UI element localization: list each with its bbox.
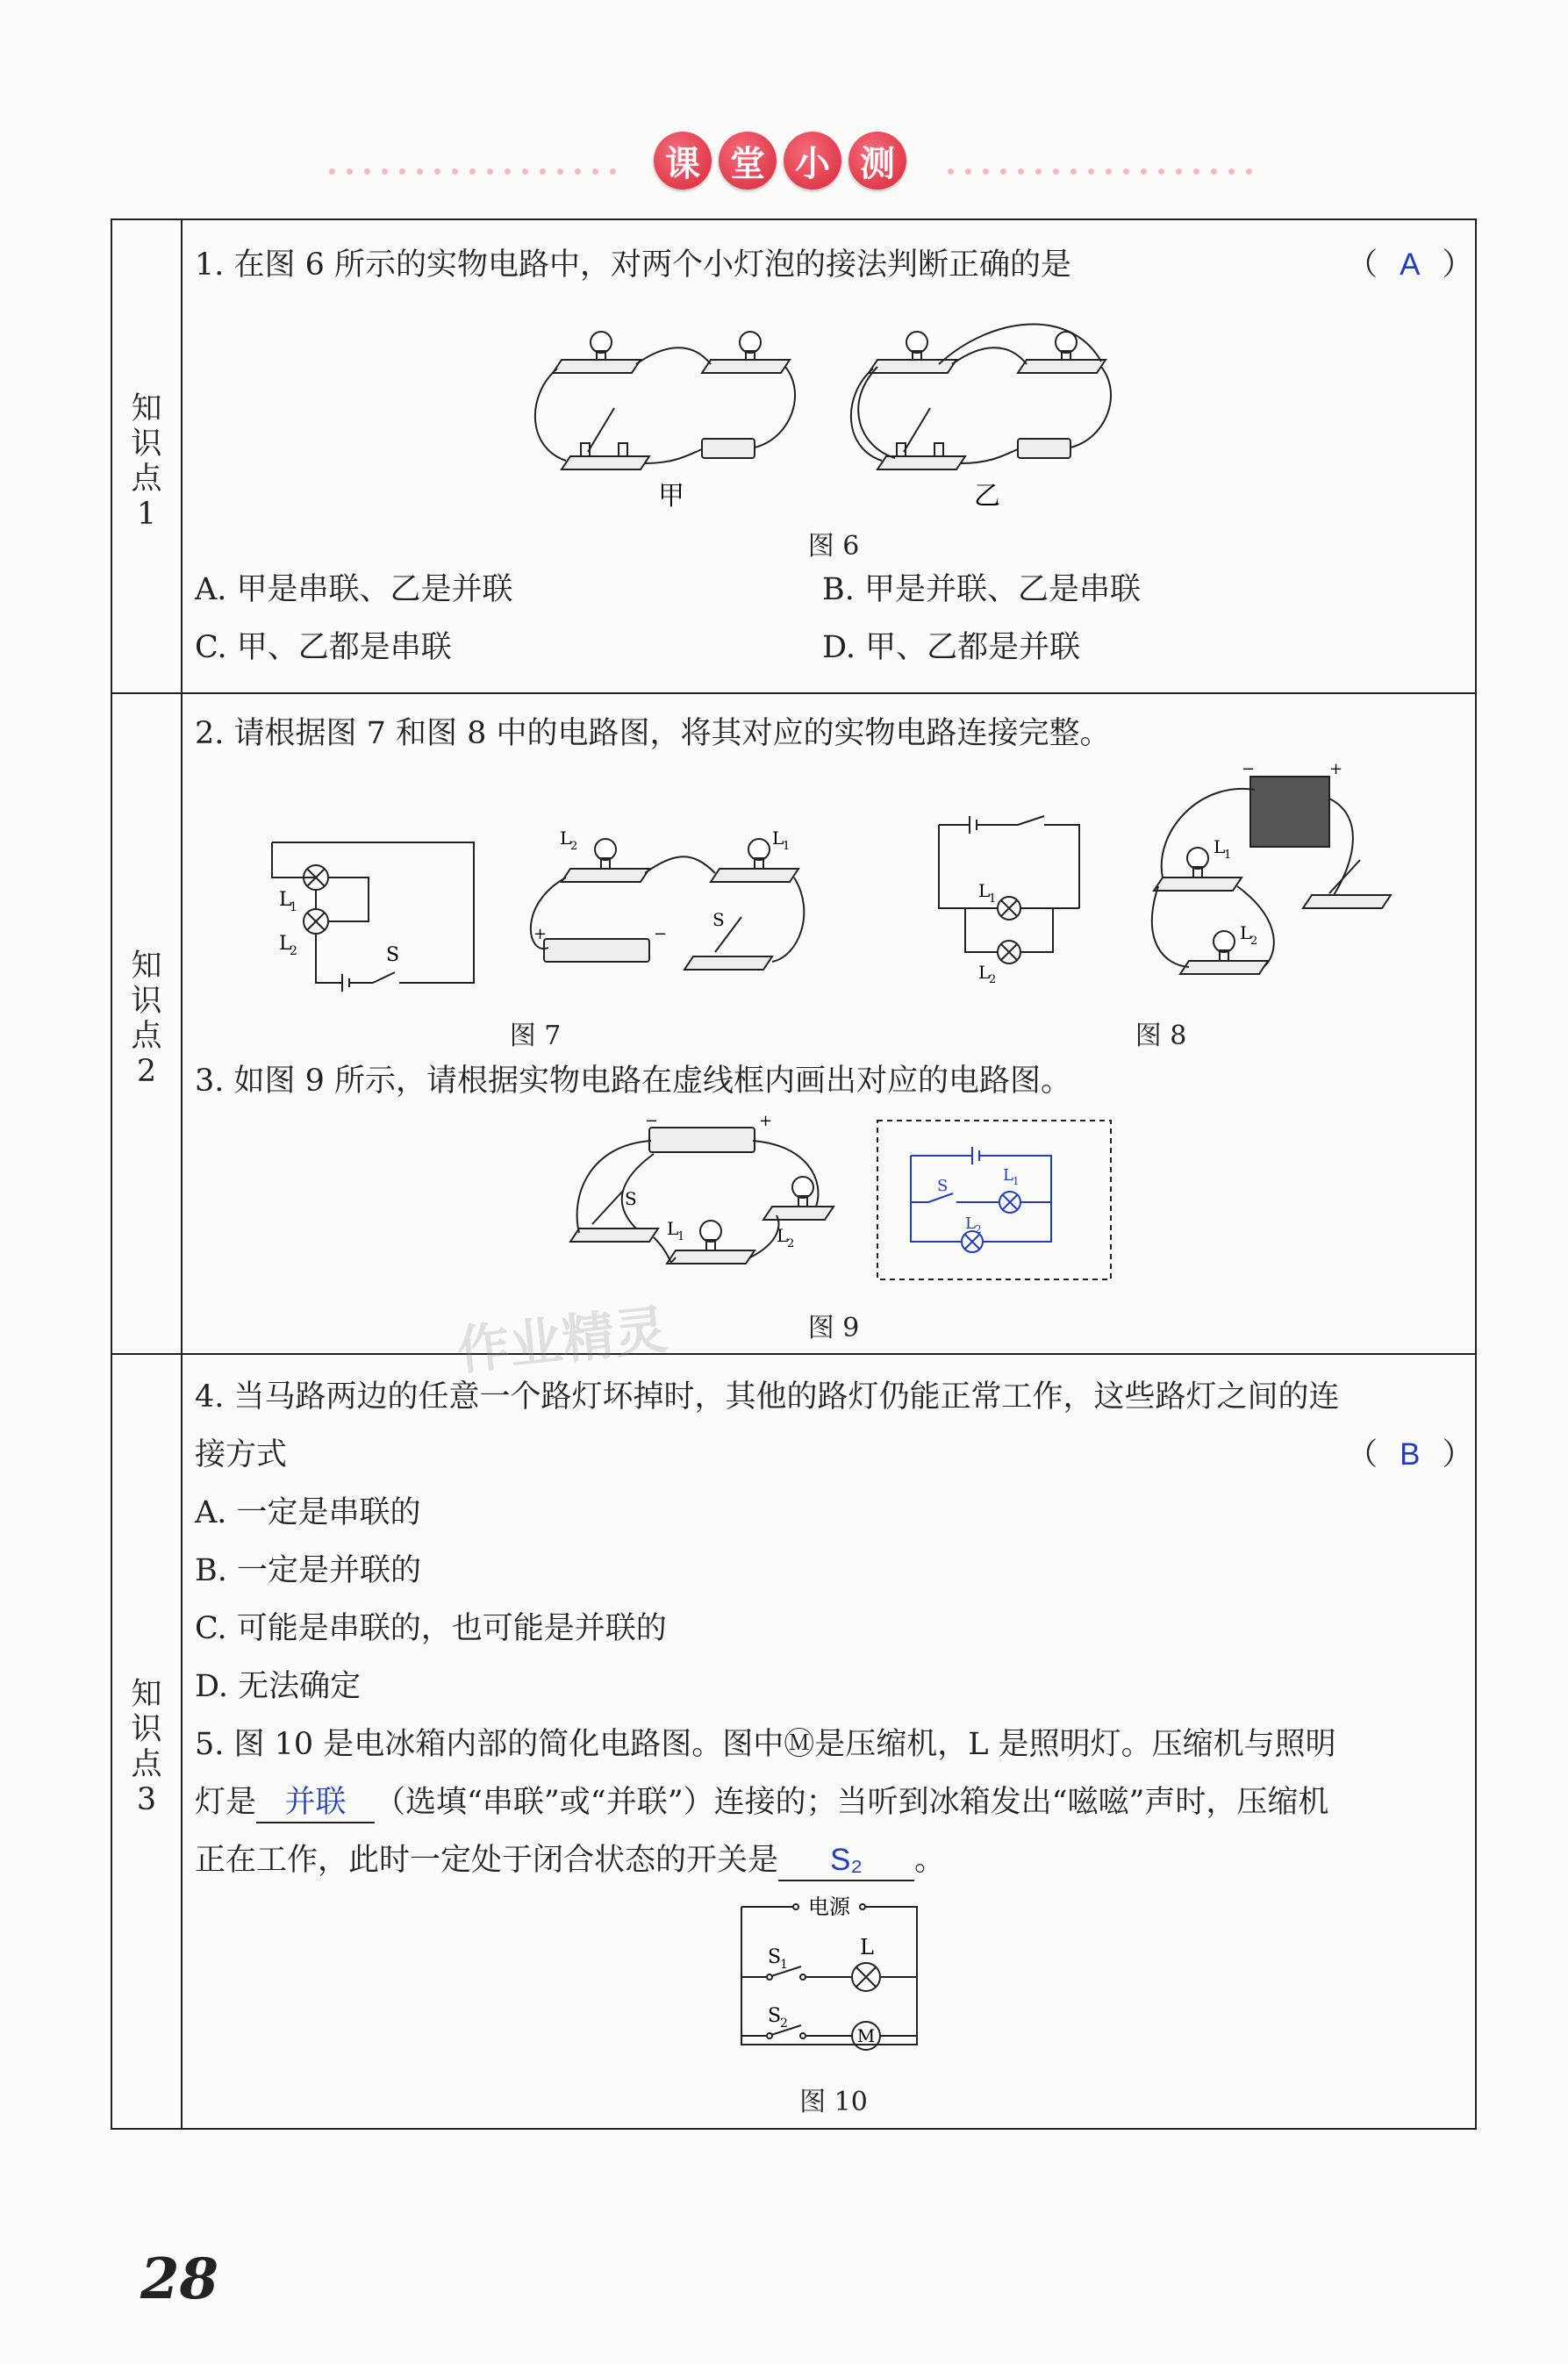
- figure-7-circuit-diagram: [263, 834, 491, 992]
- fig8p-l1-sub: 1: [1224, 849, 1232, 862]
- q4-option-a: A. 一定是串联的: [195, 1495, 421, 1530]
- header-dots-left: [329, 161, 627, 168]
- bracket-close: ）: [1442, 1437, 1473, 1472]
- fig7-l1-sub: 1: [783, 840, 791, 853]
- q4-option-b: B. 一定是并联的: [195, 1553, 421, 1588]
- figure-10-caption: 图 10: [799, 2087, 868, 2117]
- fig10-s1: S: [768, 1946, 782, 1968]
- label-yi: 乙: [974, 481, 1000, 512]
- label-jia: 甲: [658, 481, 684, 512]
- section-label-2: 知识点2: [131, 949, 162, 1089]
- fig9a-s: S: [937, 1177, 949, 1195]
- fig10-l: L: [860, 1935, 874, 1959]
- figure-9-physical-circuit: [553, 1110, 842, 1286]
- q5-line3-pre: 正在工作，此时一定处于闭合状态的开关是: [195, 1843, 779, 1878]
- header-char: 小: [784, 132, 841, 190]
- fig8-l1-sub: 1: [989, 892, 997, 906]
- q5-line2-post: （选填“串联”或“并联”）连接的；当听到冰箱发出“嗞嗞”声时，压缩机: [375, 1785, 1329, 1820]
- circuit-yi: [851, 324, 1111, 469]
- q1-option-d: D. 甲、乙都是并联: [822, 630, 1081, 665]
- fig9-plus: +: [759, 1112, 773, 1130]
- fig8-l1: L: [978, 880, 991, 901]
- fig9-l1-sub: 1: [677, 1230, 685, 1243]
- section-label-1: 知识点1: [131, 391, 162, 532]
- q4-option-d: D. 无法确定: [195, 1669, 362, 1704]
- q1-option-b: B. 甲是并联、乙是串联: [822, 572, 1141, 607]
- watermark: 作业精灵: [454, 1299, 670, 1383]
- bracket-open: （: [1347, 1437, 1378, 1472]
- bracket-open: （: [1347, 247, 1378, 283]
- fig9-minus: −: [645, 1112, 659, 1130]
- q5-line3-post: 。: [914, 1843, 946, 1878]
- q4-answer: B: [1400, 1437, 1421, 1472]
- q1-answer-bracket: [1347, 246, 1473, 284]
- header-dots-right: [948, 161, 1264, 168]
- row-divider: [112, 1353, 1475, 1355]
- figure-7-physical-circuit: [518, 807, 807, 983]
- q2-l1-sub: 1: [290, 900, 297, 914]
- header-char: 测: [848, 132, 906, 190]
- fig8p-l1: L: [1214, 836, 1226, 857]
- fig8p-minus: −: [1242, 763, 1256, 778]
- fig9a-l2: L: [965, 1214, 976, 1233]
- q2-l1: L: [279, 889, 292, 911]
- q5-line1: 5. 图 10 是电冰箱内部的简化电路图。图中Ⓜ是压缩机，L 是照明灯。压缩机与照明: [195, 1727, 1336, 1762]
- figure-8-circuit-diagram: [921, 807, 1097, 983]
- q3-stem: 3. 如图 9 所示，请根据实物电路在虚线框内画出对应的电路图。: [195, 1064, 1072, 1099]
- page-number: 28: [140, 2246, 219, 2312]
- figure-9-caption: 图 9: [807, 1313, 860, 1343]
- fig8-l2: L: [978, 962, 991, 983]
- q1-option-a: A. 甲是串联、乙是并联: [195, 572, 513, 607]
- q1-stem: 1. 在图 6 所示的实物电路中，对两个小灯泡的接法判断正确的是: [195, 247, 1072, 283]
- q2-l2-sub: 2: [290, 944, 297, 958]
- figure-8-physical-circuit: [1145, 763, 1408, 992]
- q4-stem-line1: 4. 当马路两边的任意一个路灯坏掉时，其他的路灯仍能正常工作，这些路灯之间的连: [195, 1379, 1340, 1415]
- figure-9-answer-diagram: [876, 1119, 1113, 1281]
- figure-8-caption: 图 8: [1135, 1021, 1187, 1051]
- fig9a-l2-sub: 2: [975, 1223, 982, 1236]
- q2-l2: L: [279, 933, 292, 955]
- q5-answer-1: 并联: [284, 1785, 347, 1819]
- q2-stem: 2. 请根据图 7 和图 8 中的电路图，将其对应的实物电路连接完整。: [195, 716, 1111, 751]
- fig9-l2-sub: 2: [787, 1237, 795, 1250]
- section-label-3: 知识点3: [131, 1677, 162, 1817]
- fig8p-l2: L: [1240, 922, 1252, 943]
- q5-answer-2: S₂: [830, 1843, 863, 1877]
- fig7-s: S: [712, 909, 725, 930]
- header-char: 课: [654, 132, 712, 190]
- fig8-l2-sub: 2: [989, 973, 997, 983]
- figure-10-fridge-circuit: [733, 1891, 934, 2058]
- q5-blank-1: [256, 1783, 375, 1823]
- q4-answer-bracket: [1347, 1436, 1473, 1474]
- fig10-s2: S: [768, 2005, 782, 2027]
- fig7-l2: L: [560, 827, 572, 849]
- fig9-l1: L: [667, 1218, 679, 1239]
- fig7-minus: −: [654, 925, 668, 943]
- row-divider: [112, 692, 1475, 694]
- q5-line3: [195, 1841, 945, 1881]
- q4-option-c: C. 可能是串联的，也可能是并联的: [195, 1611, 667, 1646]
- fig10-s1-sub: 1: [780, 1958, 788, 1972]
- column-divider: [181, 220, 183, 2128]
- page-header-title: [654, 132, 906, 190]
- fig8p-plus: +: [1329, 763, 1343, 778]
- figure-6-circuits: [526, 307, 1141, 518]
- q1-answer: A: [1400, 247, 1421, 282]
- fig8p-l2-sub: 2: [1250, 935, 1258, 948]
- fig9-l2: L: [777, 1225, 789, 1246]
- q1-option-c: C. 甲、乙都是串联: [195, 630, 452, 665]
- fig10-s2-sub: 2: [780, 2017, 788, 2031]
- q5-line2: [195, 1783, 1328, 1823]
- fig10-m: M: [856, 2025, 876, 2046]
- q5-line2-pre: 灯是: [195, 1785, 257, 1820]
- fig9-s: S: [625, 1188, 637, 1209]
- circuit-jia: [535, 332, 795, 469]
- fig7-l2-sub: 2: [570, 840, 578, 853]
- figure-7-caption: 图 7: [509, 1021, 562, 1051]
- fig9a-l1-sub: 1: [1013, 1175, 1020, 1187]
- fig9a-l1: L: [1003, 1166, 1013, 1185]
- q5-blank-2: [778, 1841, 914, 1881]
- bracket-close: ）: [1442, 247, 1473, 283]
- fig7-l1: L: [772, 827, 784, 849]
- header-char: 堂: [719, 132, 777, 190]
- q2-s: S: [386, 944, 400, 966]
- q4-stem-line2: 接方式: [195, 1437, 288, 1472]
- figure-6-caption: 图 6: [807, 531, 860, 562]
- fig7-plus: +: [533, 925, 548, 943]
- fig10-power: 电源: [808, 1895, 850, 1919]
